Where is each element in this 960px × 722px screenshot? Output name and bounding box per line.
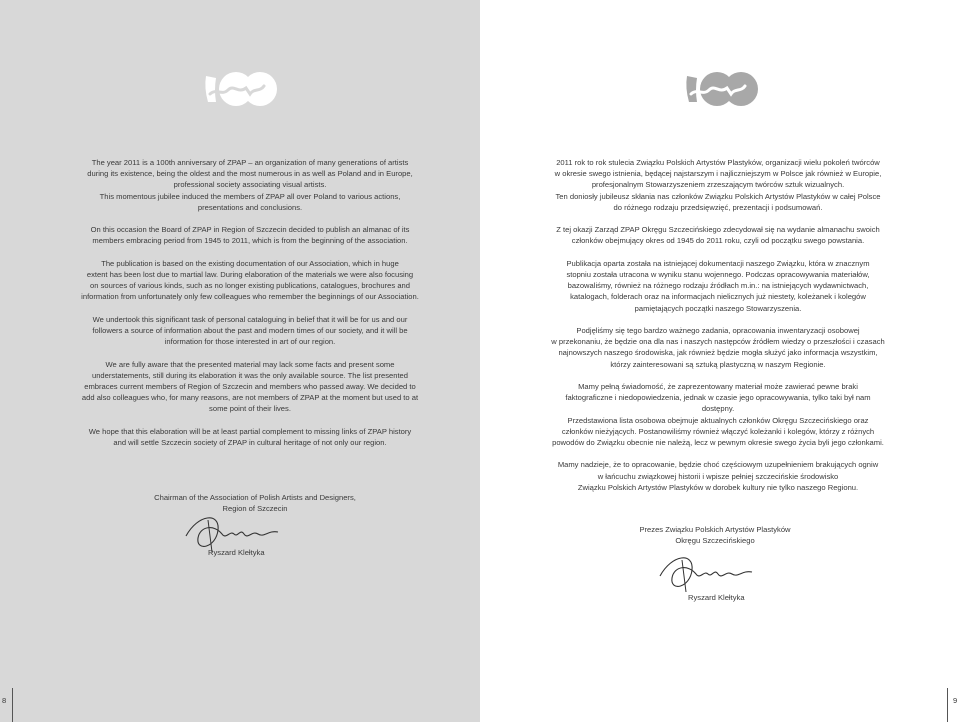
text-line: information for those interested in art of our region.: [164, 337, 336, 347]
text-line: Przedstawiona lista osobowa obejmuje aktualnych członków Okręgu Szczecińskiego oraz: [567, 415, 869, 425]
text-line: faktograficzne i niedopowiedzenia, jednak w czasie jego opracowywania, tylko taki był nam: [565, 393, 871, 403]
handwritten-signature: [652, 546, 772, 598]
text-line: The year 2011 is a 100th anniversary of ZPAP – an organization of many generations of artists: [91, 158, 409, 167]
text-line: professional society associating visual artists.: [173, 180, 327, 190]
text-line: information from unfortunately only few colleagues who remember the beginnings of our Association.: [81, 292, 419, 302]
page-edge-line: [12, 688, 13, 722]
text-line: do różnego rodzaju przedsięwzięć, prezentacji i podsumowań.: [613, 202, 823, 212]
text-line: followers a source of information about the past and modern times of our society, and it will be: [92, 326, 408, 335]
text-line: some point of their lives.: [209, 404, 291, 414]
text-line: Podjęliśmy się tego bardzo ważnego zadania, opracowania inwentaryzacji osobowej: [576, 326, 860, 335]
text-line: members embracing period from 1945 to 2011, which is from the beginning of the association.: [92, 236, 408, 246]
text-line: w okresie swego istnienia, będącej najstarszym i najliczniejszym w Polsce jak również w Europie,: [554, 169, 882, 179]
text-line: Ten doniosły jubileusz skłania nas członków Związku Polskich Artystów Plastyków w całej Polsce: [555, 191, 881, 201]
text-line: understatements, still during its elaboration it was the only available source. The list presented: [91, 370, 408, 380]
text-line: This momentous jubilee induced the members of ZPAP all over Poland to various actions,: [99, 191, 401, 201]
text-line: 2011 rok to rok stulecia Związku Polskich Artystów Plastyków, organizacji wielu pokoleń twórców: [556, 158, 880, 167]
text-line: powodów do Związku obecnie nie należą, lecz w pewnym okresie swego życia byli jego członkami.: [552, 438, 884, 448]
paragraph: [508, 224, 928, 246]
text-line: członków nieżyjących. Postanowiliśmy również włączyć koleżanki i kolegów, którzy z różnych: [561, 426, 875, 436]
text-line: którzy zainteresowani są sztuką plastyczną w naszym Regionie.: [610, 359, 826, 369]
text-line: On this occasion the Board of ZPAP in Region of Szczecin decided to publish an almanac of its: [90, 225, 410, 235]
signature-block: [555, 524, 875, 546]
paragraph: [40, 258, 460, 303]
text-line: We are fully aware that the presented material may lack some facts and present some: [105, 359, 395, 369]
signature-title: Chairman of the Association of Polish Artists and Designers,: [154, 493, 356, 502]
paragraph: [40, 314, 460, 348]
text-line: presentations and conclusions.: [197, 202, 303, 212]
text-line: dostępny.: [701, 404, 735, 414]
text-line: extent has been lost due to martial law. During elaboration of the materials we were also focusing: [86, 270, 414, 279]
text-line: profesjonalnym Stowarzyszeniem zrzeszającym twórców sztuk wizualnych.: [591, 180, 845, 190]
polish-text-column: [508, 157, 928, 504]
text-line: We undertook this significant task of personal cataloguing in belief that it will be for us and our: [92, 314, 408, 324]
text-line: Z tej okazji Zarząd ZPAP Okręgu Szczecińskiego zdecydował się na wydanie almanachu swoich: [556, 225, 880, 235]
text-line: Publikacja oparta została na istniejącej dokumentacji naszego Związku, która w znacznym: [566, 258, 870, 268]
paragraph: [40, 157, 460, 213]
zpap-100-logo: [202, 68, 278, 110]
paragraph: [40, 426, 460, 448]
english-text-column: [40, 157, 460, 459]
text-line: stopniu została utracona w wyniku stanu wojennego. Podczas opracowywania materiałów,: [566, 270, 870, 279]
text-line: katalogach, folderach oraz na informacjach nielicznych już niestety, koleżanek i kolegów: [570, 292, 866, 302]
text-line: during its existence, being the oldest and the most numerous in as well as Poland and in Europe,: [87, 169, 413, 179]
paragraph: [508, 157, 928, 213]
paragraph: [508, 381, 928, 448]
text-line: najnowszych naszego środowiska, jak również będzie mogła służyć jako informacja wszystkim,: [558, 348, 878, 358]
text-line: Mamy nadzieje, że to opracowanie, będzie choć częściowym uzupełnieniem brakujących ogniw: [557, 460, 879, 470]
signature-region: Okręgu Szczecińskiego: [675, 536, 755, 546]
signature-name: Ryszard Klełtyka: [688, 593, 745, 602]
paragraph: [508, 459, 928, 493]
text-line: pamiętających początki naszego Stowarzyszenia.: [634, 303, 802, 313]
text-line: Związku Polskich Artystów Plastyków w dorobek kultury nie tylko naszego Regionu.: [577, 482, 859, 492]
page-number: 9: [953, 696, 958, 705]
paragraph: [40, 359, 460, 415]
text-line: w łańcuchu związkowej historii i wpisze pełniej szczecińskie środowisko: [597, 471, 839, 481]
page-number: 8: [2, 696, 7, 705]
paragraph: [40, 224, 460, 246]
text-line: add also colleagues who, for many reasons, are not members of ZPAP at the moment but used to at: [81, 393, 419, 403]
signature-name: Ryszard Klełtyka: [208, 548, 265, 557]
text-line: Mamy pełną świadomość, że zaprezentowany materiał może zawierać pewne braki: [578, 382, 858, 391]
text-line: and will settle Szczecin society of ZPAP in cultural heritage of not only our region.: [113, 438, 387, 447]
text-line: członków obejmujący okres od 1945 do 2011 roku, czyli od początku swego powstania.: [571, 236, 865, 246]
signature-region: Region of Szczecin: [222, 504, 288, 514]
page-edge-line: [947, 688, 948, 722]
zpap-100-logo: [683, 68, 759, 110]
paragraph: [508, 258, 928, 314]
text-line: w przekonaniu, że będzie ona dla nas i naszych następców źródłem wiedzy o przeszłości i czasach: [551, 337, 885, 347]
paragraph: [508, 325, 928, 370]
text-line: embraces current members of Region of Szczecin and members who passed away. We decided to: [84, 382, 416, 391]
signature-title: Prezes Związku Polskich Artystów Plastyków: [639, 525, 791, 534]
text-line: bazowaliśmy, również na różnego rodzaju źródłach m.in.: na istniejących wydawnictwach,: [567, 281, 869, 291]
text-line: The publication is based on the existing documentation of our Association, which in huge: [101, 258, 399, 268]
text-line: on sources of various kinds, such as no longer existing publications, catalogues, brochures and: [90, 281, 410, 291]
text-line: We hope that this elaboration will be at least partial complement to missing links of ZPAP history: [88, 426, 412, 436]
